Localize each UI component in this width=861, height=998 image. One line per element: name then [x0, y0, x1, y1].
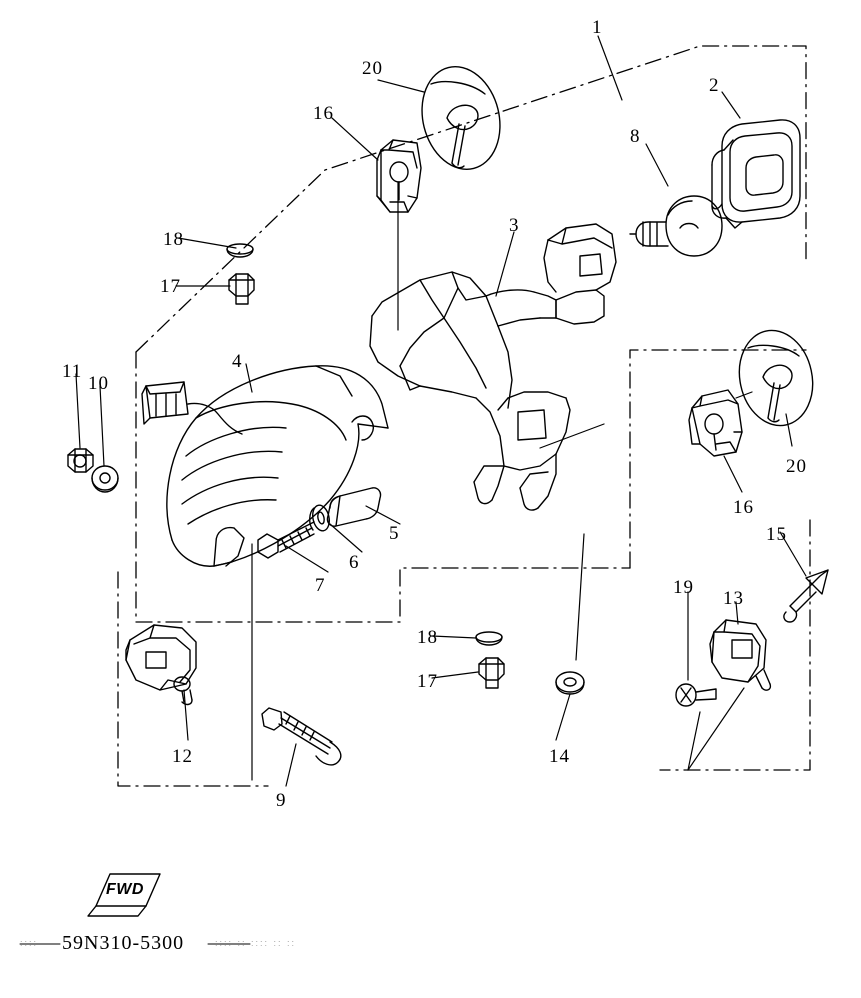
callout-2: 2	[709, 75, 720, 96]
part-8-bulb	[630, 196, 722, 256]
footer-noise-left: ::::	[20, 938, 39, 948]
part-18-upper-washer	[227, 244, 253, 257]
fwd-direction-label: FWD	[106, 881, 144, 898]
callout-15: 15	[766, 524, 787, 545]
callout-19: 19	[673, 577, 694, 598]
group-boundary-lower-right	[660, 520, 810, 770]
callout-20-lower: 20	[786, 456, 807, 477]
part-17-lower-nut	[479, 658, 504, 688]
part-20-upper	[412, 58, 511, 177]
callout-13: 13	[723, 588, 744, 609]
callout-14: 14	[549, 746, 570, 767]
callout-1: 1	[592, 17, 603, 38]
part-15-pin	[784, 570, 828, 622]
part-10-washer	[92, 466, 118, 492]
part-6-washer	[310, 504, 332, 533]
callout-18-lower: 18	[417, 627, 438, 648]
part-9-bolt	[262, 708, 341, 765]
part-18-lower-washer	[476, 632, 502, 645]
part-13-bracket	[710, 620, 770, 690]
callout-9: 9	[276, 790, 287, 811]
callout-8: 8	[630, 126, 641, 147]
callout-16-lower: 16	[733, 497, 754, 518]
group-boundary-upper	[136, 46, 806, 622]
callout-17-upper: 17	[160, 276, 181, 297]
part-4-cover	[167, 366, 388, 566]
part-3-stay	[370, 224, 616, 510]
part-12-bracket	[126, 625, 196, 704]
callout-17-lower: 17	[417, 671, 438, 692]
callout-4: 4	[232, 351, 243, 372]
part-code-label: 59N310-5300	[62, 932, 185, 954]
callout-18-upper: 18	[163, 229, 184, 250]
callout-3: 3	[509, 215, 520, 236]
part-17-upper-nut	[229, 274, 254, 304]
part-7-bolt	[258, 522, 314, 558]
footer-noise-right: :::: :: :::: :: ::	[215, 938, 297, 948]
callout-12: 12	[172, 746, 193, 767]
callout-6: 6	[349, 552, 360, 573]
callout-5: 5	[389, 523, 400, 544]
callout-10: 10	[88, 373, 109, 394]
callout-16-upper: 16	[313, 103, 334, 124]
part-11-nut	[68, 449, 93, 472]
part-2-lens-housing	[712, 120, 800, 228]
part-4-connector	[142, 382, 242, 434]
part-19-screw	[676, 684, 716, 706]
callout-11: 11	[62, 361, 83, 382]
part-16-lower-bracket	[689, 390, 742, 456]
callout-7: 7	[315, 575, 326, 596]
part-14-grommet	[556, 672, 584, 694]
callout-20-upper: 20	[362, 58, 383, 79]
group-boundary-lower-left	[118, 572, 268, 786]
leader-lines	[76, 36, 806, 786]
part-20-lower	[731, 324, 821, 433]
